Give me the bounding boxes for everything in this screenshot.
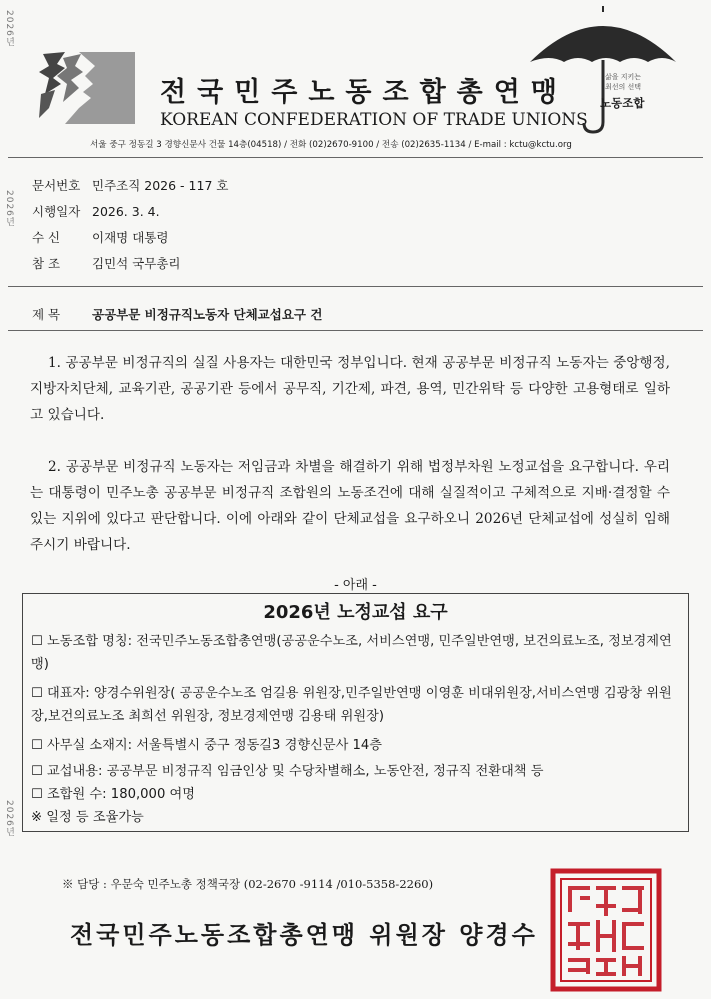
umbrella-slogan-line: 삶을 지키는 (604, 73, 642, 81)
subject: 공공부문 비정규직노동자 단체교섭요구 건 (92, 307, 323, 322)
official-seal-icon (550, 868, 662, 992)
reference-label: 참 조 (32, 256, 61, 271)
org-address: 서울 중구 정동길 3 경향신문사 건물 14층(04518) / 전화 (02)2670-9100 / 전송 (02)2635-1134 / E-mail : kctu@kctu.org (90, 140, 572, 150)
margin-mark: 2026년 (4, 10, 14, 47)
recipient: 이재명 대통령 (92, 230, 169, 245)
contact-info: ※ 담당 : 우문숙 민주노총 정책국장 (02-2670 -9114 /010-5358-2260) (62, 877, 434, 891)
date-row (32, 202, 160, 220)
demand-item: ☐ 사무실 소재지: 서울특별시 중구 정동길3 경향신문사 14층 (31, 738, 383, 753)
body-paragraph-1: 1. 공공부문 비정규직의 실질 사용자는 대한민국 정부입니다. 현재 공공부문 비정규직 노동자는 중앙행정, 지방자치단체, 교육기관, 공공기관 등에서 공무직, 기간제, 파견, 용역, 민간위탁 등 다양한 고용형태로 일하고 있습니다. (30, 355, 670, 423)
doc-number-label: 문서번호 (32, 178, 81, 193)
umbrella-icon (528, 4, 678, 136)
doc-number: 민주조직 2026 - 117 호 (92, 178, 229, 193)
recipient-row (32, 228, 168, 246)
date: 2026. 3. 4. (92, 204, 160, 219)
demand-item: ☐ 조합원 수: 180,000 여명 (31, 787, 196, 802)
subject-divider (8, 330, 703, 331)
subject-label: 제 목 (32, 307, 61, 322)
subject-row (32, 305, 322, 323)
umbrella-slogan (598, 72, 648, 92)
header-divider (8, 157, 703, 158)
reference-row (32, 254, 181, 272)
demands-box (22, 593, 689, 832)
below-heading: - 아래 - (334, 578, 377, 593)
demand-item: ☐ 노동조합 명칭: 전국민주노동조합총연맹(공공운수노조, 서비스연맹, 민주일반연맹, 보건의료노조, 정보경제연맹) (31, 634, 672, 672)
demands-title: 2026년 노정교섭 요구 (263, 602, 448, 623)
kctu-logo-icon (35, 48, 135, 124)
demand-item: ☐ 대표자: 양경수위원장( 공공운수노조 엄길용 위원장,민주일반연맹 이영훈 비대위원장,서비스연맹 김광창 위원장,보건의료노조 최희선 위원장, 정보경제연맹 김용태 위원장) (31, 686, 672, 724)
doc-number-row (32, 176, 228, 194)
umbrella-slogan-line: 최선의 선택 (604, 83, 642, 91)
margin-mark: 2026년 (4, 190, 14, 227)
org-name-english: KOREAN CONFEDERATION OF TRADE UNIONS (160, 110, 588, 130)
demand-item: ※ 일정 등 조율가능 (31, 810, 144, 825)
demand-item: ☐ 교섭내용: 공공부문 비정규직 임금인상 및 수당차별해소, 노동안전, 정규직 전환대책 등 (31, 764, 544, 779)
org-name-korean: 전국민주노동조합총연맹 (160, 77, 568, 108)
date-label: 시행일자 (32, 204, 81, 219)
meta-divider (8, 286, 703, 287)
umbrella-label: 노동조합 (600, 96, 645, 110)
signature-line: 전국민주노동조합총연맹 위원장 양경수 (70, 921, 538, 949)
body-paragraph-2: 2. 공공부문 비정규직 노동자는 저임금과 차별을 해결하기 위해 법정부차원 노정교섭을 요구합니다. 우리는 대통령이 민주노총 공공부문 비정규직 조합원의 노동조건에 대해 실질적이고 구체적으로 지배·결정할 수 있는 지위에 있다고 판단합니다. 이에 아래와 같이 단체교섭을 요구하오니 2026년 단체교섭에 성실히 임해 주시기 바랍니다. (30, 459, 670, 553)
recipient-label: 수 신 (32, 230, 61, 245)
reference: 김민석 국무총리 (92, 256, 181, 271)
margin-mark: 2026년 (4, 800, 14, 837)
